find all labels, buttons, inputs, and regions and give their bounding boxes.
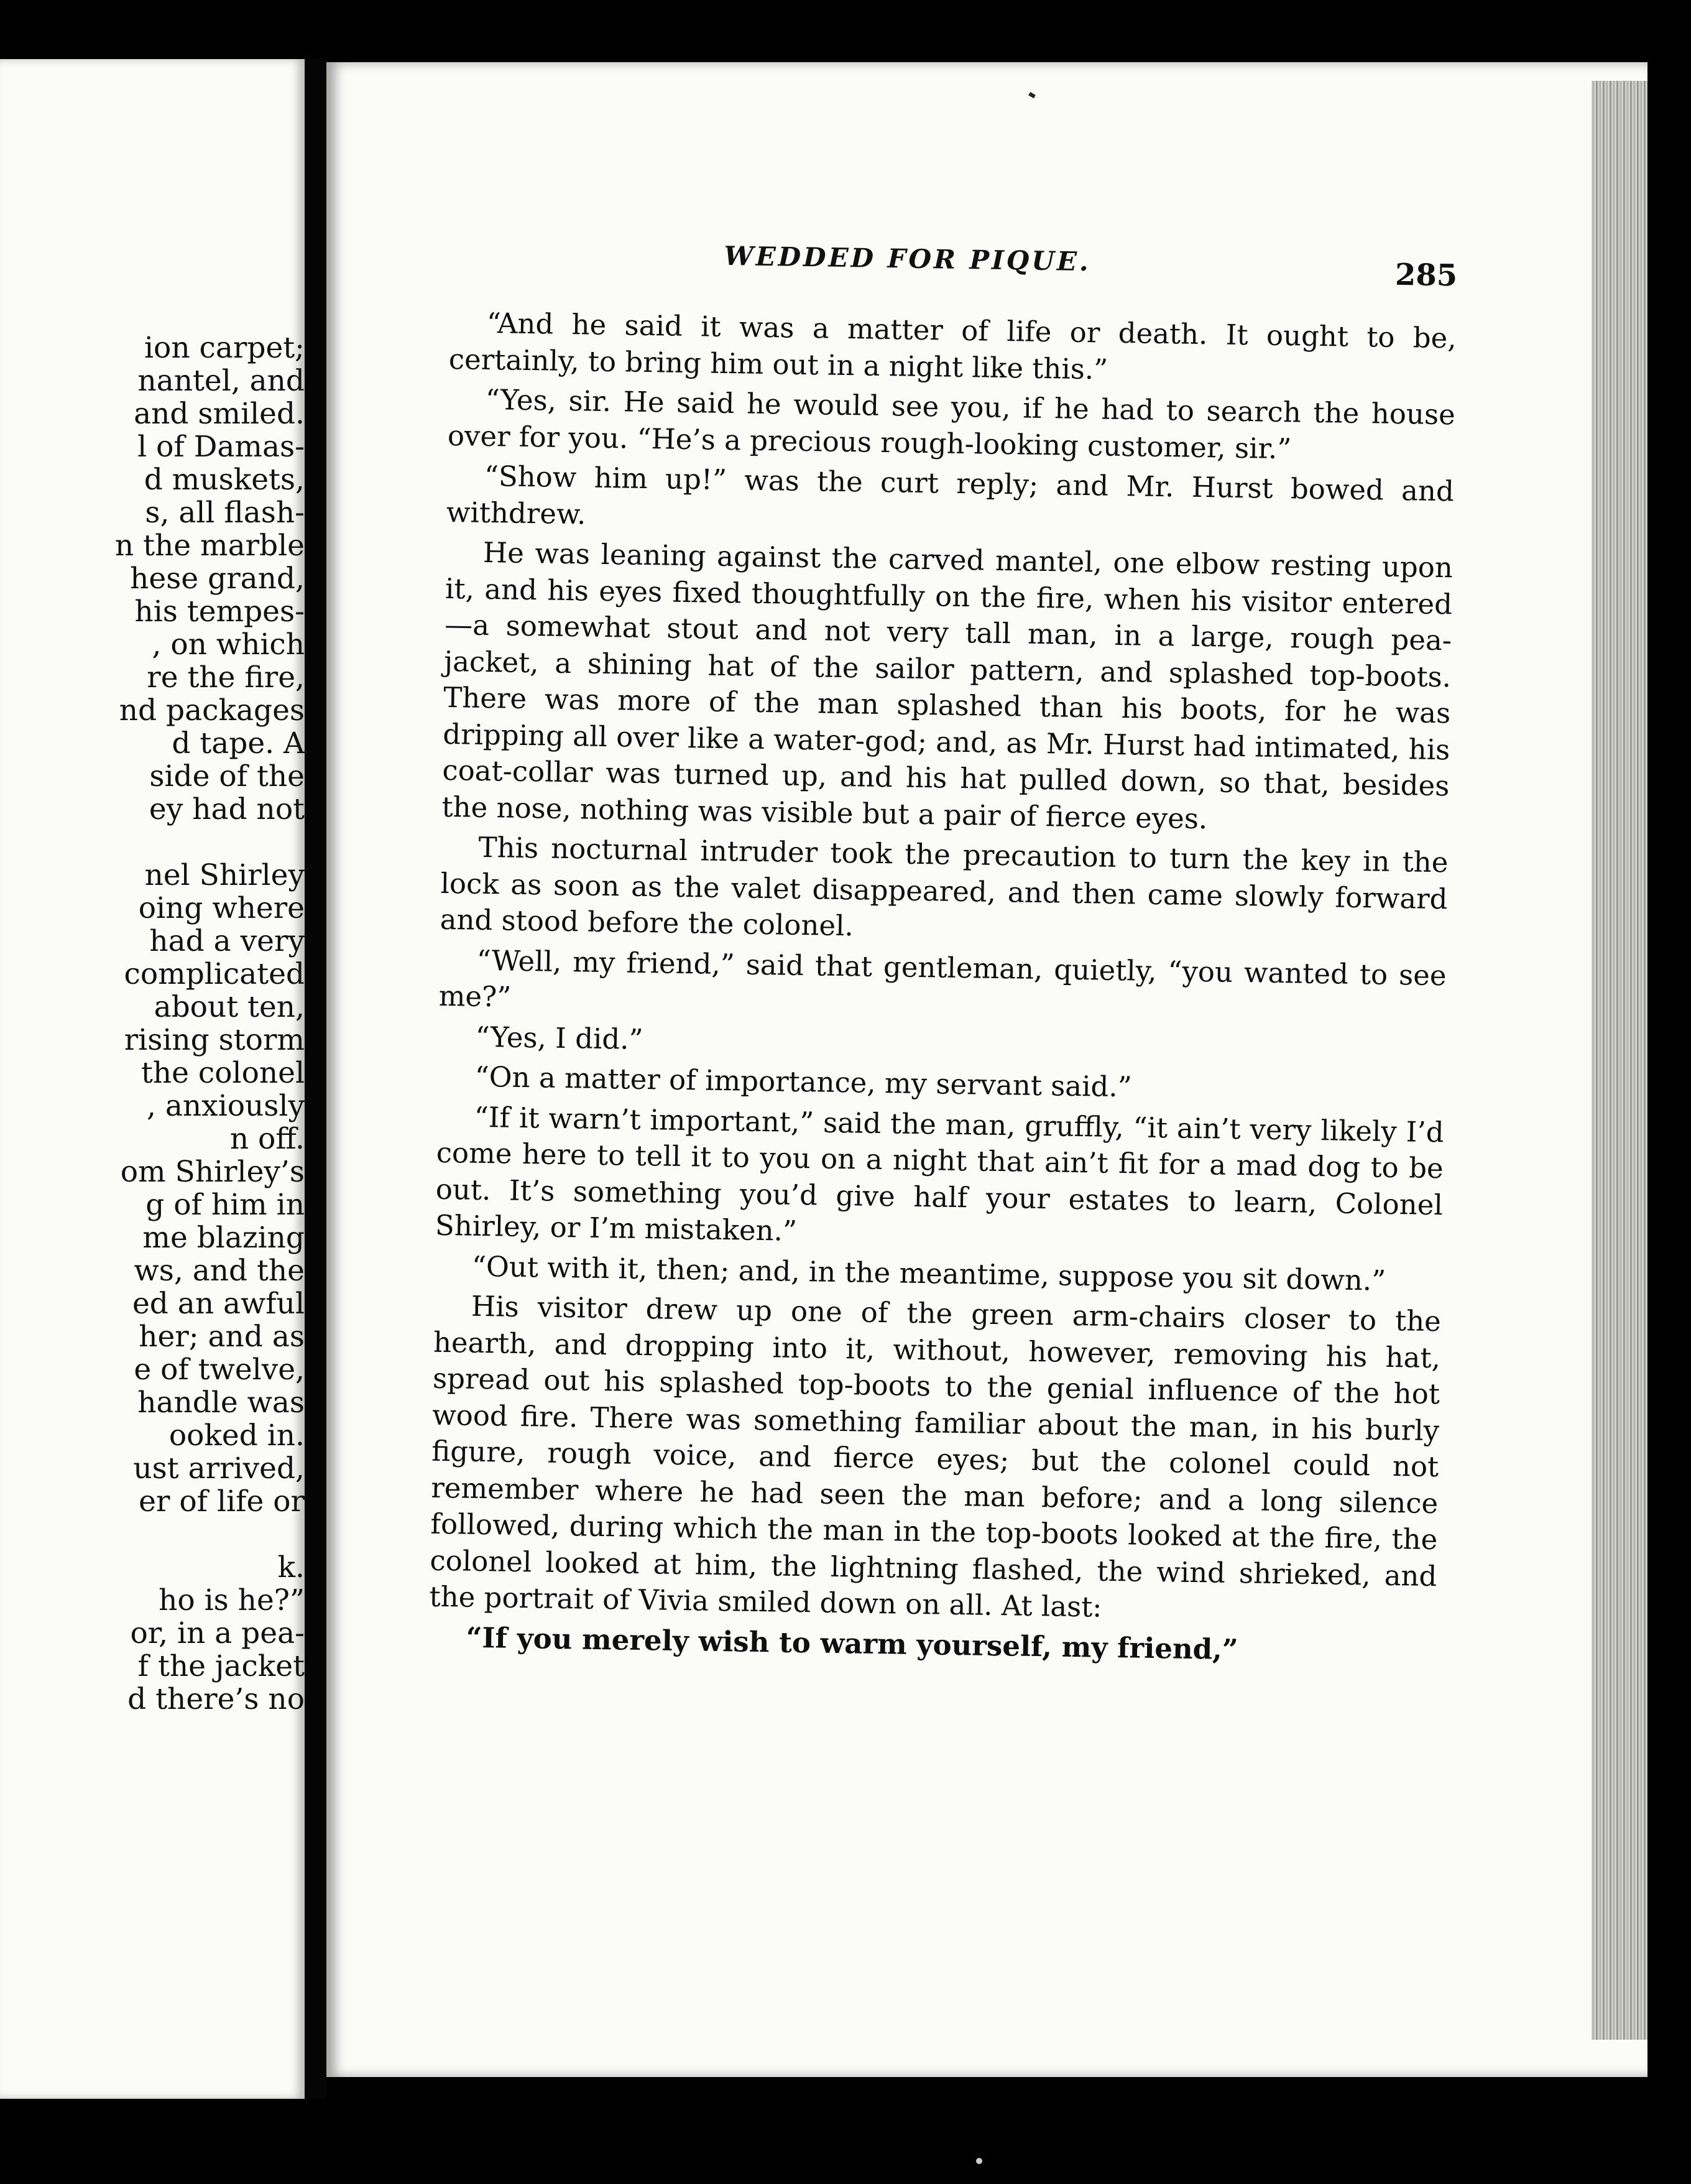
body-paragraph: “Well, my friend,” said that gentleman, quietly, “you wanted to see me?” bbox=[438, 943, 1447, 1014]
left-page-line: re the fire, bbox=[147, 660, 305, 695]
left-page-line: ey had not bbox=[149, 792, 305, 826]
left-page-line: d muskets, bbox=[144, 463, 305, 497]
body-paragraph: “Show him up!” was the curt reply; and Mr. Hurst bowed and withdrew. bbox=[446, 459, 1455, 530]
body-paragraph: “On a matter of importance, my servant said.” bbox=[474, 1060, 1133, 1104]
left-page-line: oing where bbox=[138, 891, 305, 925]
left-page-line: f the jacket bbox=[137, 1649, 305, 1683]
left-page-line: about ten, bbox=[154, 990, 305, 1024]
left-page-line: rising storm bbox=[124, 1023, 305, 1057]
left-page-line: , anxiously bbox=[147, 1089, 305, 1123]
left-page-line: ho is he?” bbox=[159, 1583, 305, 1617]
left-page-line: the colonel bbox=[141, 1056, 305, 1090]
page-number: 285 bbox=[1394, 257, 1458, 294]
left-page-line: k. bbox=[277, 1550, 305, 1585]
page-text-block bbox=[428, 236, 1458, 1675]
body-text bbox=[428, 305, 1457, 1671]
left-page-line: ust arrived, bbox=[133, 1451, 305, 1486]
left-page-line: s, all flash- bbox=[145, 496, 305, 530]
page-fore-edge bbox=[1592, 81, 1647, 2040]
left-page-line: n off. bbox=[229, 1122, 305, 1156]
body-paragraph: This nocturnal intruder took the precaution to turn the key in the lock as soon as the valet disappeared, and then came slowly forward and stood before the colonel. bbox=[440, 830, 1449, 943]
left-page-line: his tempes- bbox=[134, 595, 305, 629]
left-page-line: me blazing bbox=[142, 1221, 305, 1255]
scan-speck bbox=[1028, 92, 1036, 98]
body-paragraph: “If it warn’t important,” said the man, gruffly, “it ain’t very likely I’d come here to tell it to you on a night that ain’t fit for a mad dog to be out. It’s something you’d give half your estates to learn, Colonel Shirley, or I’m mistaken.” bbox=[435, 1100, 1444, 1247]
left-page-line: e of twelve, bbox=[134, 1353, 305, 1387]
left-page-line: , on which bbox=[152, 627, 305, 662]
left-page-line: her; and as bbox=[139, 1320, 305, 1354]
left-page-line: nd packages bbox=[119, 693, 305, 728]
body-paragraph: “Yes, sir. He said he would see you, if he had to search the house over for you. “He’s a precious rough-looking customer, sir.” bbox=[447, 382, 1456, 465]
running-title: WEDDED FOR PIQUE. bbox=[724, 240, 1091, 277]
left-page-line: g of him in bbox=[145, 1188, 305, 1222]
left-page-line: hese grand, bbox=[130, 562, 305, 596]
left-page-line: l of Damas- bbox=[137, 430, 305, 464]
left-page-line: side of the bbox=[149, 759, 305, 794]
body-paragraph: “Out with it, then; and, in the meantime, suppose you sit down.” bbox=[471, 1249, 1386, 1297]
body-paragraph: “Yes, I did.” bbox=[475, 1020, 643, 1056]
left-page-line: ooked in. bbox=[168, 1418, 305, 1453]
body-paragraph: “And he said it was a matter of life or death. It ought to be, certainly, to bring him out in a night like this.” bbox=[448, 306, 1457, 386]
body-paragraph: His visitor drew up one of the green arm-chairs closer to the hearth, and dropping into it, without, however, removing his hat, spread out his splashed top-boots to the genial influence of the hot wood fire. There was something familiar about the man, in his burly figure, rough voice, and fierce eyes; but the colonel could not remember where he had seen the man before; and a long silence followed, during which the man in the top-boots looked at the fire, the colonel looked at him, the lightning flashed, the wind shrieked, and the portrait of Vivia smiled down on all. At last: bbox=[429, 1289, 1442, 1624]
left-page-line: ed an awful bbox=[132, 1287, 305, 1321]
left-page-line: handle was bbox=[137, 1386, 305, 1420]
right-page bbox=[326, 62, 1647, 2077]
left-page-line: ws, and the bbox=[134, 1254, 305, 1288]
left-page-line: and smiled. bbox=[134, 397, 305, 431]
left-page-line: n the marble bbox=[114, 529, 305, 563]
left-page-line: om Shirley’s bbox=[120, 1155, 305, 1189]
body-paragraph: “If you merely wish to warm yourself, my friend,” bbox=[466, 1621, 1239, 1666]
scan-fleck bbox=[976, 2158, 982, 2164]
book-gutter bbox=[305, 59, 326, 2099]
left-page-line: d tape. A bbox=[172, 726, 305, 761]
left-page-line: or, in a pea- bbox=[130, 1616, 305, 1650]
left-page-line: nantel, and bbox=[137, 364, 305, 398]
left-page-line: nel Shirley bbox=[144, 858, 305, 892]
left-facing-page bbox=[0, 59, 305, 2099]
left-page-line: er of life or bbox=[139, 1484, 305, 1519]
left-page-line: complicated bbox=[124, 957, 305, 991]
left-page-line: had a very bbox=[149, 924, 305, 958]
left-page-line: ion carpet; bbox=[144, 331, 305, 365]
body-paragraph: He was leaning against the carved mantel, one elbow resting upon it, and his eyes fixed thoughtfully on the fire, when his visitor entered—a somewhat stout and not very tall man, in a large, rough pea-jacket, a shining hat of the sailor pattern, and splashed top-boots. There was more of the man splashed than his boots, for he was dripping all over like a water-god; and, as Mr. Hurst had intimated, his coat-collar was turned up, and his hat pulled down, so that, besides the nose, nothing was visible but a pair of fierce eyes. bbox=[441, 535, 1454, 835]
left-page-line: d there’s no bbox=[127, 1682, 305, 1716]
